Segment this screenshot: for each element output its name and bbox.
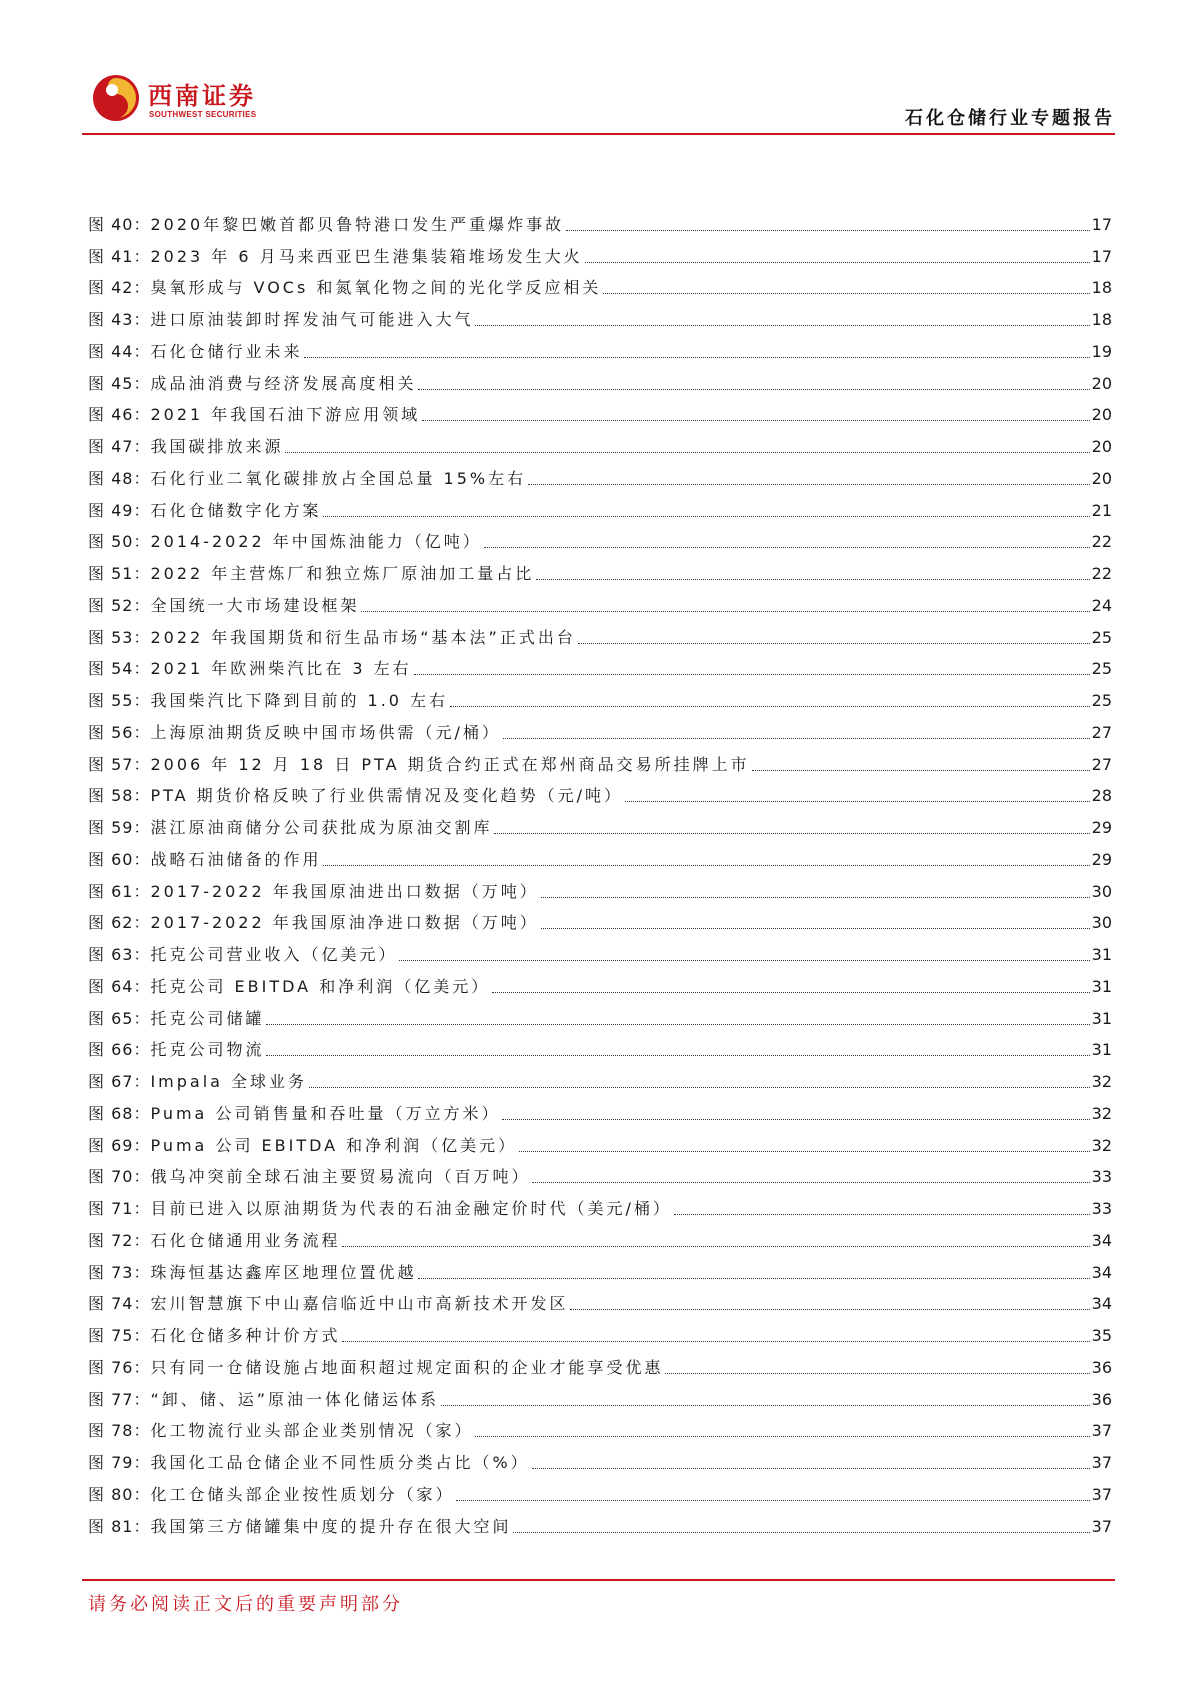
toc-entry-page[interactable]: 32 — [1091, 1072, 1112, 1091]
toc-entry-title[interactable]: 我国化工品仓储企业不同性质分类占比（%） — [150, 1453, 530, 1472]
toc-entry[interactable] — [88, 363, 1112, 395]
toc-entry-number: 图 60： — [88, 849, 151, 869]
toc-entry[interactable] — [88, 490, 1112, 522]
toc-entry-number: 图 56： — [88, 722, 151, 742]
toc-entry-leader — [665, 1373, 1089, 1374]
toc-entry-number: 图 74： — [88, 1294, 151, 1314]
toc-entry-title[interactable]: 2017-2022 年我国原油进出口数据（万吨） — [150, 881, 539, 901]
toc-entry-number: 图 65： — [88, 1008, 151, 1028]
toc-entry-title[interactable]: 我国柴汽比下降到目前的 1.0 左右 — [150, 691, 449, 710]
toc-entry-title[interactable]: Puma 公司销售量和吞吐量（万立方米） — [150, 1103, 501, 1123]
toc-entry-number: 图 55： — [88, 691, 151, 710]
toc-entry-leader — [414, 674, 1090, 675]
toc-entry-leader — [418, 1278, 1089, 1279]
toc-entry-page[interactable]: 22 — [1091, 564, 1112, 583]
toc-entry-number: 图 50： — [88, 532, 151, 552]
toc-entry-page[interactable]: 33 — [1091, 1167, 1112, 1187]
toc-entry-page[interactable]: 21 — [1091, 500, 1112, 520]
toc-entry-title[interactable]: 2023 年 6 月马来西亚巴生港集装箱堆场发生大火 — [150, 246, 583, 266]
toc-entry-leader — [570, 1309, 1089, 1310]
toc-entry-page[interactable]: 18 — [1091, 310, 1112, 329]
toc-entry-title[interactable]: 石化行业二氧化碳排放占全国总量 15%左右 — [150, 468, 527, 488]
toc-entry-page[interactable]: 33 — [1091, 1199, 1112, 1218]
toc-entry-number: 图 78： — [88, 1421, 151, 1441]
toc-entry-title[interactable]: 战略石油储备的作用 — [150, 849, 322, 869]
toc-entry-title[interactable]: 化工仓储头部企业按性质划分（家） — [150, 1484, 455, 1504]
toc-entry-number: 图 43： — [88, 310, 151, 329]
toc-entry-title[interactable]: 全国统一大市场建设框架 — [150, 595, 360, 615]
toc-entry-title[interactable]: 宏川智慧旗下中山嘉信临近中山市高新技术开发区 — [150, 1294, 569, 1314]
toc-entry-leader — [441, 1405, 1090, 1406]
toc-entry-number: 图 66： — [88, 1040, 151, 1060]
toc-entry-leader — [309, 1087, 1090, 1088]
toc-entry-page[interactable]: 24 — [1091, 595, 1112, 615]
company-logo — [92, 74, 342, 134]
toc-entry-number: 图 47： — [88, 437, 151, 456]
toc-entry-title[interactable]: Puma 公司 EBITDA 和净利润（亿美元） — [150, 1135, 518, 1155]
toc-entry-leader — [541, 897, 1090, 898]
toc-entry[interactable] — [88, 1125, 1112, 1157]
toc-entry[interactable] — [88, 839, 1112, 871]
toc-entry-page[interactable]: 32 — [1091, 1103, 1112, 1123]
toc-entry-number: 图 57： — [88, 754, 151, 774]
toc-entry-leader — [513, 1532, 1089, 1533]
toc-entry-number: 图 40： — [88, 214, 151, 234]
toc-entry-title[interactable]: 成品油消费与经济发展高度相关 — [150, 373, 417, 393]
company-logo-cn: 西南证券 — [148, 81, 256, 110]
toc-entry-number: 图 68： — [88, 1103, 151, 1123]
toc-entry-number: 图 41： — [88, 246, 151, 266]
toc-entry-page[interactable]: 29 — [1091, 849, 1112, 869]
toc-entry-number: 图 77： — [88, 1389, 151, 1409]
toc-entry[interactable] — [88, 1252, 1112, 1284]
toc-entry-leader — [450, 706, 1090, 707]
toc-entry[interactable] — [88, 458, 1112, 490]
toc-entry-leader — [418, 389, 1089, 390]
toc-entry-number: 图 45： — [88, 373, 151, 393]
toc-entry[interactable] — [88, 1093, 1112, 1125]
report-title: 石化仓储行业专题报告 — [905, 108, 1115, 129]
toc-entry-title[interactable]: 2014-2022 年中国炼油能力（亿吨） — [150, 532, 482, 552]
company-logo-en: SOUTHWEST SECURITIES — [149, 110, 257, 119]
toc-entry[interactable] — [88, 871, 1112, 903]
toc-entry-page[interactable]: 25 — [1091, 691, 1112, 710]
header-divider — [82, 133, 1115, 135]
toc-entry-number: 图 79： — [88, 1453, 151, 1472]
toc-entry-leader — [492, 992, 1089, 993]
toc-entry-page[interactable]: 36 — [1091, 1389, 1112, 1409]
toc-entry-number: 图 53： — [88, 627, 151, 647]
toc-entry[interactable] — [88, 807, 1112, 839]
toc-entry[interactable] — [88, 236, 1112, 268]
toc-entry-leader — [342, 1341, 1089, 1342]
toc-entry[interactable] — [88, 712, 1112, 744]
toc-entry-page[interactable]: 20 — [1091, 405, 1112, 425]
toc-entry[interactable] — [88, 1315, 1112, 1347]
toc-entry-page[interactable]: 31 — [1091, 976, 1112, 996]
toc-entry-number: 图 46： — [88, 405, 151, 425]
toc-entry-title[interactable]: 目前已进入以原油期货为代表的石油金融定价时代（美元/桶） — [150, 1199, 672, 1218]
toc-entry-leader — [536, 579, 1089, 580]
toc-entry-page[interactable]: 34 — [1091, 1294, 1112, 1314]
toc-entry[interactable] — [88, 1157, 1112, 1189]
toc-entry-title[interactable]: 化工物流行业头部企业类别情况（家） — [150, 1421, 474, 1441]
toc-entry-number: 图 81： — [88, 1516, 151, 1536]
toc-entry-page[interactable]: 20 — [1091, 468, 1112, 488]
toc-entry-title[interactable]: 只有同一仓储设施占地面积超过规定面积的企业才能享受优惠 — [150, 1357, 664, 1377]
company-logo-mark — [92, 74, 140, 122]
toc-entry-number: 图 73： — [88, 1262, 151, 1282]
toc-entry-page[interactable]: 30 — [1091, 881, 1112, 901]
toc-entry-page[interactable]: 20 — [1091, 437, 1112, 456]
footer-notice: 请务必阅读正文后的重要声明部分 — [88, 1594, 403, 1615]
toc-entry[interactable] — [88, 553, 1112, 585]
toc-entry[interactable] — [88, 1506, 1112, 1538]
toc-entry-number: 图 54： — [88, 659, 151, 679]
toc-entry-page[interactable]: 35 — [1091, 1326, 1112, 1345]
toc-entry-title[interactable]: 石化仓储数字化方案 — [150, 500, 322, 520]
toc-entry-number: 图 80： — [88, 1484, 151, 1504]
toc-entry-title[interactable]: 2021 年欧洲柴汽比在 3 左右 — [150, 659, 412, 679]
toc-entry-number: 图 69： — [88, 1135, 151, 1155]
toc-entry-leader — [625, 801, 1090, 802]
toc-entry[interactable] — [88, 299, 1112, 331]
toc-entry-title[interactable]: 臭氧形成与 VOCs 和氮氧化物之间的光化学反应相关 — [150, 278, 602, 298]
toc-entry-title[interactable]: 进口原油装卸时挥发油气可能进入大气 — [150, 310, 474, 329]
toc-entry-title[interactable]: 珠海恒基达鑫库区地理位置优越 — [150, 1262, 417, 1282]
toc-entry-leader — [494, 833, 1089, 834]
toc-entry-page[interactable]: 28 — [1091, 786, 1112, 806]
toc-entry-title[interactable]: 俄乌冲突前全球石油主要贸易流向（百万吨） — [150, 1167, 531, 1187]
toc-entry[interactable] — [88, 744, 1112, 776]
toc-entry-title[interactable]: 托克公司物流 — [150, 1040, 265, 1060]
toc-entry[interactable] — [88, 1379, 1112, 1411]
toc-entry-leader — [475, 1436, 1089, 1437]
toc-entry-page[interactable]: 37 — [1091, 1516, 1112, 1536]
toc-entry-title[interactable]: 上海原油期货反映中国市场供需（元/桶） — [150, 722, 501, 742]
toc-entry-number: 图 70： — [88, 1167, 151, 1187]
toc-entry[interactable] — [88, 1030, 1112, 1062]
toc-entry-leader — [456, 1500, 1089, 1501]
toc-entry-leader — [422, 420, 1089, 421]
toc-entry-title[interactable]: 2017-2022 年我国原油净进口数据（万吨） — [150, 913, 539, 933]
toc-entry-leader — [285, 452, 1089, 453]
toc-entry-page[interactable]: 37 — [1091, 1421, 1112, 1441]
toc-entry-number: 图 51： — [88, 564, 151, 583]
toc-entry-number: 图 71： — [88, 1199, 151, 1218]
toc-entry[interactable] — [88, 934, 1112, 966]
toc-entry-page[interactable]: 19 — [1091, 341, 1112, 361]
toc-entry-title[interactable]: 托克公司 EBITDA 和净利润（亿美元） — [150, 976, 491, 996]
toc-entry-number: 图 61： — [88, 881, 151, 901]
toc-entry-title[interactable]: 我国碳排放来源 — [150, 437, 284, 456]
toc-entry-title[interactable]: 托克公司储罐 — [150, 1008, 265, 1028]
toc-entry[interactable] — [88, 1061, 1112, 1093]
page-header — [82, 62, 1115, 134]
toc-entry[interactable] — [88, 1188, 1112, 1220]
toc-entry-number: 图 44： — [88, 341, 151, 361]
footer-divider — [82, 1579, 1115, 1581]
toc-entry[interactable] — [88, 998, 1112, 1030]
toc-entry-leader — [519, 1151, 1089, 1152]
toc-entry-page[interactable]: 27 — [1091, 754, 1112, 774]
toc-entry[interactable] — [88, 1284, 1112, 1316]
toc-entry-title[interactable]: 2021 年我国石油下游应用领域 — [150, 405, 421, 425]
toc-entry-page[interactable]: 25 — [1091, 659, 1112, 679]
toc-entry-leader — [674, 1214, 1090, 1215]
toc-entry-page[interactable]: 18 — [1091, 278, 1112, 298]
toc-entry-leader — [585, 262, 1090, 263]
toc-entry-leader — [266, 1055, 1089, 1056]
toc-entry-number: 图 48： — [88, 468, 151, 488]
toc-entry-title[interactable]: 2022 年我国期货和衍生品市场“基本法”正式出台 — [150, 627, 576, 647]
toc-entry-title[interactable]: 托克公司营业收入（亿美元） — [150, 945, 398, 964]
toc-entry-leader — [541, 928, 1090, 929]
toc-entry[interactable] — [88, 1474, 1112, 1506]
toc-entry-title[interactable]: “卸、储、运”原油一体化储运体系 — [150, 1389, 440, 1409]
toc-entry-leader — [566, 230, 1089, 231]
toc-entry-title[interactable]: 石化仓储行业未来 — [150, 341, 303, 361]
toc-entry-title[interactable]: 石化仓储多种计价方式 — [150, 1326, 341, 1345]
toc-entry[interactable] — [88, 395, 1112, 427]
toc-entry-page[interactable]: 20 — [1091, 373, 1112, 393]
figure-list — [88, 204, 1112, 1538]
toc-entry-leader — [304, 357, 1089, 358]
toc-entry[interactable] — [88, 522, 1112, 554]
toc-entry-number: 图 49： — [88, 500, 151, 520]
toc-entry-page[interactable]: 37 — [1091, 1453, 1112, 1472]
toc-entry-page[interactable]: 17 — [1091, 246, 1112, 266]
toc-entry-leader — [752, 770, 1090, 771]
toc-entry-page[interactable]: 31 — [1091, 1040, 1112, 1060]
toc-entry-leader — [484, 547, 1090, 548]
toc-entry-title[interactable]: 2006 年 12 月 18 日 PTA 期货合约正式在郑州商品交易所挂牌上市 — [150, 754, 750, 774]
toc-entry-number: 图 58： — [88, 786, 151, 806]
toc-entry-title[interactable]: 湛江原油商储分公司获批成为原油交割库 — [150, 818, 493, 837]
toc-entry-leader — [323, 516, 1089, 517]
toc-entry-page[interactable]: 31 — [1091, 1008, 1112, 1028]
toc-entry-number: 图 52： — [88, 595, 151, 615]
toc-entry-leader — [323, 865, 1089, 866]
toc-entry-page[interactable]: 32 — [1091, 1135, 1112, 1155]
toc-entry-leader — [266, 1024, 1089, 1025]
toc-entry-page[interactable]: 27 — [1091, 722, 1112, 742]
toc-entry-leader — [532, 1182, 1089, 1183]
toc-entry-number: 图 63： — [88, 945, 151, 964]
toc-entry[interactable] — [88, 1220, 1112, 1252]
toc-entry-title[interactable]: 我国第三方储罐集中度的提升存在很大空间 — [150, 1516, 512, 1536]
toc-entry-leader — [361, 611, 1089, 612]
toc-entry-title[interactable]: 石化仓储通用业务流程 — [150, 1230, 341, 1250]
toc-entry-number: 图 75： — [88, 1326, 151, 1345]
toc-entry-number: 图 62： — [88, 913, 151, 933]
toc-entry[interactable] — [88, 966, 1112, 998]
toc-entry-leader — [502, 1119, 1089, 1120]
toc-entry-page[interactable]: 29 — [1091, 818, 1112, 837]
toc-entry-number: 图 64： — [88, 976, 151, 996]
toc-entry[interactable] — [88, 680, 1112, 712]
toc-entry-title[interactable]: PTA 期货价格反映了行业供需情况及变化趋势（元/吨） — [150, 786, 624, 806]
toc-entry-leader — [578, 643, 1090, 644]
toc-entry-page[interactable]: 30 — [1091, 913, 1112, 933]
toc-entry[interactable] — [88, 1347, 1112, 1379]
toc-entry-leader — [399, 960, 1089, 961]
toc-entry[interactable] — [88, 649, 1112, 681]
toc-entry-page[interactable]: 22 — [1091, 532, 1112, 552]
toc-entry[interactable] — [88, 1442, 1112, 1474]
toc-entry[interactable] — [88, 204, 1112, 236]
toc-entry-number: 图 67： — [88, 1072, 151, 1091]
toc-entry-number: 图 42： — [88, 278, 151, 298]
toc-entry[interactable] — [88, 617, 1112, 649]
toc-entry-title[interactable]: 2022 年主营炼厂和独立炼厂原油加工量占比 — [150, 564, 535, 583]
toc-entry-leader — [532, 1468, 1090, 1469]
toc-entry-page[interactable]: 34 — [1091, 1262, 1112, 1282]
toc-entry-leader — [528, 484, 1090, 485]
toc-entry-page[interactable]: 31 — [1091, 945, 1112, 964]
toc-entry[interactable] — [88, 331, 1112, 363]
toc-entry-leader — [603, 293, 1089, 294]
toc-entry-leader — [503, 738, 1090, 739]
toc-entry[interactable] — [88, 1411, 1112, 1443]
toc-entry-page[interactable]: 34 — [1091, 1230, 1112, 1250]
toc-entry[interactable] — [88, 903, 1112, 935]
toc-entry[interactable] — [88, 426, 1112, 458]
toc-entry-leader — [475, 325, 1089, 326]
toc-entry-number: 图 72： — [88, 1230, 151, 1250]
toc-entry-page[interactable]: 36 — [1091, 1357, 1112, 1377]
toc-entry-page[interactable]: 17 — [1091, 214, 1112, 234]
toc-entry[interactable] — [88, 585, 1112, 617]
toc-entry-page[interactable]: 25 — [1091, 627, 1112, 647]
toc-entry-leader — [342, 1246, 1089, 1247]
toc-entry-number: 图 76： — [88, 1357, 151, 1377]
toc-entry-page[interactable]: 37 — [1091, 1484, 1112, 1504]
toc-entry[interactable] — [88, 268, 1112, 300]
toc-entry-title[interactable]: 2020年黎巴嫩首都贝鲁特港口发生严重爆炸事故 — [150, 214, 565, 234]
toc-entry[interactable] — [88, 776, 1112, 808]
toc-entry-title[interactable]: Impala 全球业务 — [150, 1072, 308, 1091]
toc-entry-number: 图 59： — [88, 818, 151, 837]
